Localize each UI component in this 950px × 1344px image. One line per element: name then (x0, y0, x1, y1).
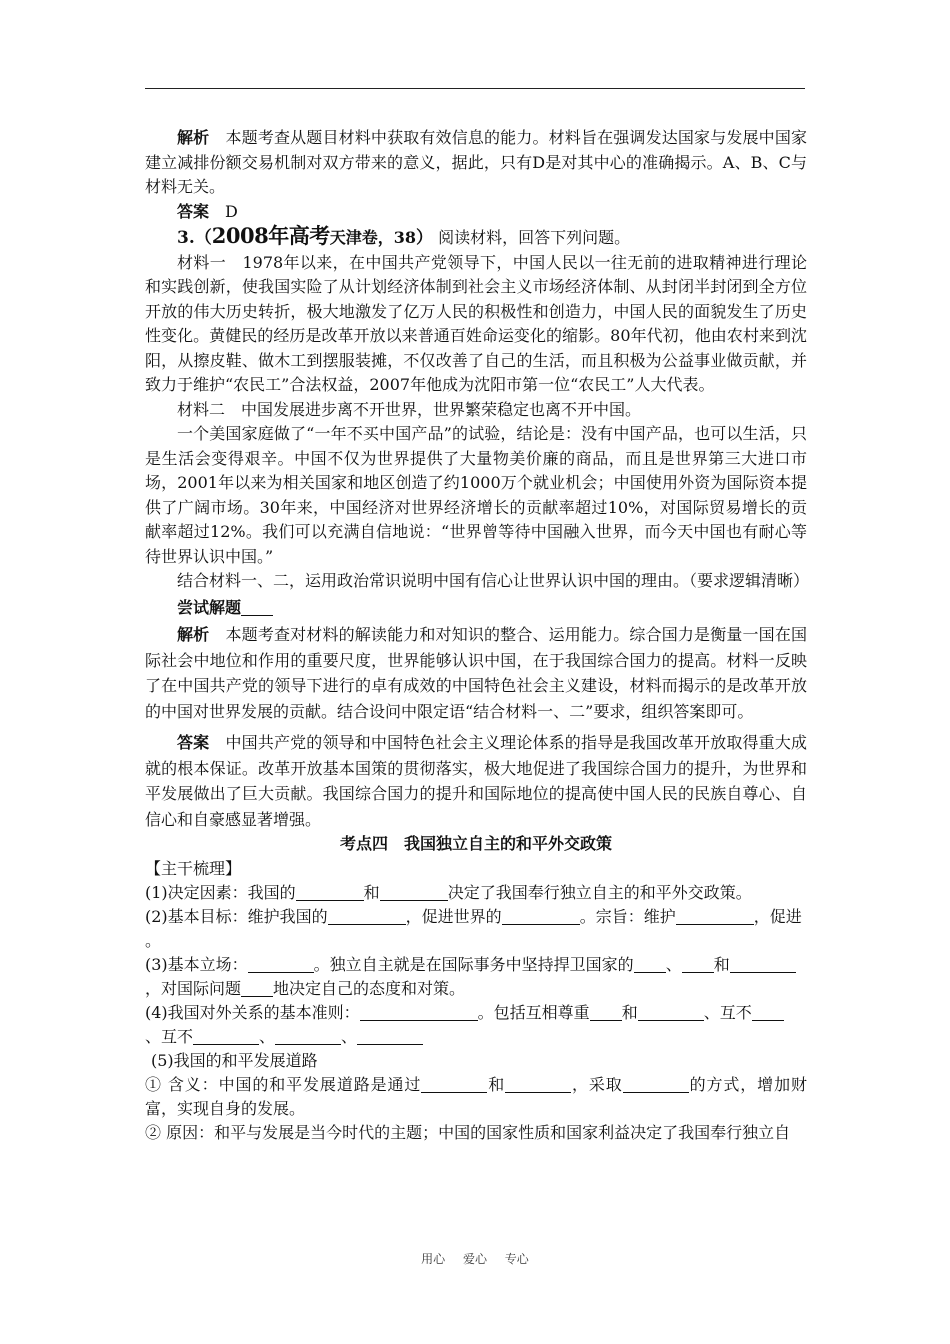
outline-text: 。 (145, 930, 162, 950)
outline-text: 和 (713, 954, 730, 974)
header-rule (145, 88, 805, 89)
outline-text: ，采取 (571, 1074, 623, 1094)
fill-blank[interactable] (193, 1027, 259, 1045)
outline-text: 和 (487, 1074, 506, 1094)
question-year: 2008年高考 (211, 223, 330, 248)
fill-blank[interactable] (357, 1027, 423, 1045)
outline-text: ，促进世界的 (405, 906, 502, 926)
analysis-text: 本题考查从题目材料中获取有效信息的能力。材料旨在强调发达国家与发展中国家建立减排份额交易机制对双方带来的意义，据此，只有D是对其中心的准确揭示。A、B、C与材料无关。 (145, 128, 807, 196)
analysis-paragraph-2 (145, 622, 807, 724)
question-text: 结合材料一、二，运用政治常识说明中国有信心让世界认识中国的理由。（要求逻辑清晰） (177, 571, 810, 590)
outline-text: (2)基本目标：维护我国的 (145, 906, 328, 926)
question-3-heading (145, 224, 807, 251)
fill-blank[interactable] (360, 1003, 478, 1021)
outline-text: 和 (363, 882, 380, 902)
outline-text: 、互不 (145, 1026, 194, 1046)
answer-paragraph-1 (145, 200, 807, 225)
outline-label: 【主干梳理】 (145, 858, 242, 878)
outline-text: ，对国际问题 (145, 978, 242, 998)
question-number: 3.（ (177, 228, 212, 248)
fill-blank[interactable] (623, 1075, 689, 1093)
outline-text: (3)基本立场： (145, 954, 248, 974)
fill-blank[interactable] (638, 1003, 704, 1021)
analysis-text: 本题考查对材料的解读能力和对知识的整合、运用能力。综合国力是衡量一国在国际社会中地位和作用的重要尺度，世界能够认识中国，在于我国综合国力的提高。材料一反映了在中国共产党的领导下进行的卓有成效的中国特色社会主义建设，材料而揭示的是改革开放的中国对世界发展的贡献。结合设问中限定语“结合材料一、二”要求，组织答案即可。 (145, 625, 807, 721)
analysis-label: 解析 (177, 128, 210, 147)
answer-text: 中国共产党的领导和中国特色社会主义理论体系的指导是我国改革开放取得重大成就的根本保证。改革开放基本国策的贯彻落实，极大地促进了我国综合国力的提升，为世界和平发展做出了巨大贡献。我国综合国力的提升和国际地位的提高使中国人民的民族自尊心、自信心和自豪感显著增强。 (145, 733, 807, 829)
section-title: 考点四 我国独立自主的和平外交政策 (339, 834, 612, 853)
outline-text: 的方式，增加财富，实现自身的发展。 (145, 1074, 807, 1118)
outline-text: (1)决定因素：我国的 (145, 882, 296, 902)
answer-label: 答案 (177, 733, 210, 752)
analysis-paragraph-1 (145, 126, 807, 200)
outline-text: 和 (621, 1002, 638, 1022)
fill-blank[interactable] (682, 955, 714, 973)
fill-blank[interactable] (241, 979, 273, 997)
outline-text: 地决定自己的态度和对策。 (273, 978, 466, 998)
outline-text: ，促进 (753, 906, 802, 926)
question-prompt: 阅读材料，回答下列问题。 (438, 228, 631, 247)
fill-blank[interactable] (421, 1075, 487, 1093)
answer-value: D (225, 201, 238, 221)
fill-blank[interactable] (752, 1003, 784, 1021)
fill-blank[interactable] (730, 955, 796, 973)
material-2: 材料二 中国发展进步离不开世界，世界繁荣稳定也离不开中国。 (177, 399, 642, 419)
outline-item-7: ② 原因：和平与发展是当今时代的主题；中国的国家性质和国家利益决定了我国奉行独立自 (145, 1122, 791, 1142)
attempt-line (145, 596, 807, 621)
outline-item-6 (145, 1073, 807, 1121)
answer-label: 答案 (177, 201, 210, 221)
document-body (145, 126, 810, 1145)
outline-text: ① 含义：中国的和平发展道路是通过 (145, 1074, 422, 1094)
fill-blank[interactable] (676, 907, 754, 925)
outline-text: 、 (665, 954, 682, 974)
fill-blank[interactable] (275, 1027, 341, 1045)
outline-item-4 (145, 1001, 807, 1049)
fill-blank[interactable] (634, 955, 666, 973)
outline-item-5: (5)我国的和平发展道路 (151, 1050, 318, 1070)
fill-blank[interactable] (590, 1003, 622, 1021)
outline-text: 。包括互相尊重 (477, 1002, 590, 1022)
fill-blank[interactable] (296, 883, 364, 901)
outline-item-2 (145, 905, 807, 953)
fill-blank[interactable] (502, 907, 580, 925)
material-1: 材料一 1978年以来，在中国共产党领导下，中国人民以一往无前的进取精神进行理论和实践创新，使我国实险了从计划经济体制到社会主义市场经济体制、从封闭半封闭到全方位开放的伟大历史转折，极大地激发了亿万人民的积极性和创造力，中国人民的面貌发生了历史性变化。黄健民的经历是改革开放以来普通百姓命运变化的缩影。80年代初，他由农村来到沈阳，从擦皮鞋、做木工到摆服装摊，不仅改善了自己的生活，而且积极为公益事业做贡献，并致力于维护“农民工”合法权益，2007年他成为沈阳市第一位“农民工”人大代表。 (145, 252, 807, 394)
question-close-paren: ） (415, 228, 433, 248)
answer-paragraph-2 (145, 730, 807, 832)
analysis-label: 解析 (177, 625, 210, 644)
fill-blank[interactable] (328, 907, 406, 925)
outline-text: (4)我国对外关系的基本准则： (145, 1002, 360, 1022)
attempt-blank[interactable] (241, 598, 273, 616)
outline-item-1 (145, 881, 807, 905)
outline-text: 决定了我国奉行独立自主的和平外交政策。 (447, 882, 752, 902)
attempt-label: 尝试解题 (177, 597, 242, 617)
fill-blank[interactable] (380, 883, 448, 901)
question-source: 天津卷，38 (329, 228, 416, 247)
outline-text: 。独立自主就是在国际事务中坚持捍卫国家的 (313, 954, 634, 974)
fill-blank[interactable] (248, 955, 314, 973)
outline-text: 、 (341, 1026, 358, 1046)
fill-blank[interactable] (505, 1075, 571, 1093)
outline-text: 。宗旨：维护 (579, 906, 676, 926)
outline-text: 、 (259, 1026, 276, 1046)
outline-item-3 (145, 953, 807, 1001)
page-footer: 用心 爱心 专心 (421, 1252, 529, 1266)
material-2-body: 一个美国家庭做了“一年不买中国产品”的试验，结论是：没有中国产品，也可以生活，只是生活会变得艰辛。中国不仅为世界提供了大量物美价廉的商品，而且是世界第三大进口市场，2001年以来为相关国家和地区创造了约1000万个就业机会；中国使用外资为国际资本提供了广阔市场。30年来，中国经济对世界经济增长的贡献率超过10%，对国际贸易增长的贡献率超过12%。我们可以充满自信地说：“世界曾等待中国融入世界，而今天中国也有耐心等待世界认识中国。” (145, 424, 807, 566)
outline-text: 、互不 (703, 1002, 752, 1022)
